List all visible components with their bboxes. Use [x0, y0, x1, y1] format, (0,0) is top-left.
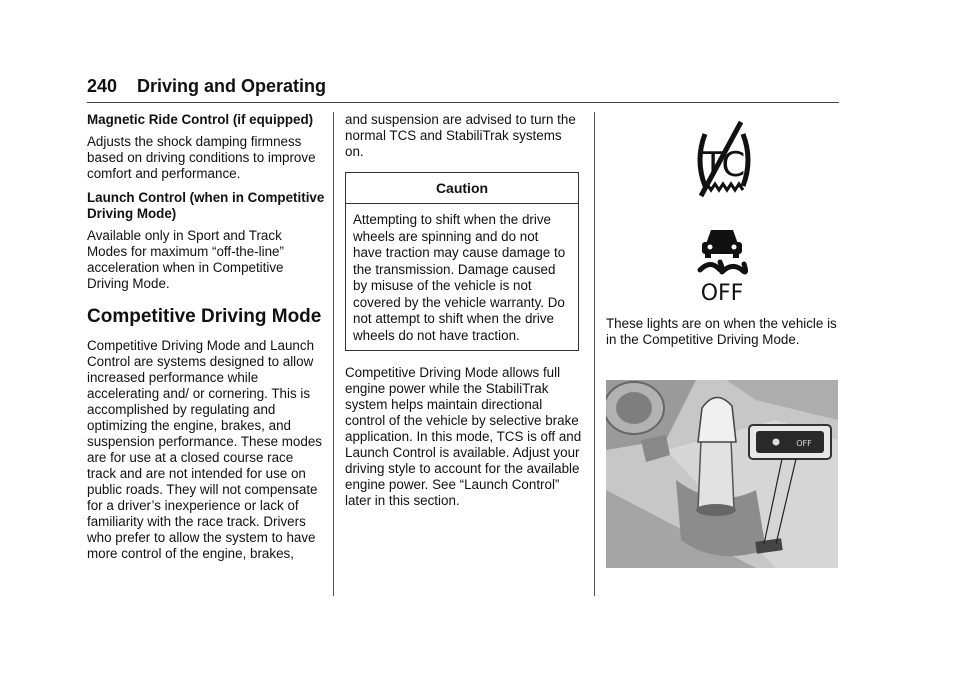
- column-divider-1: [333, 112, 334, 596]
- caution-text: Attempting to shift when the drive wheels are spinning and do not have traction may cause damage to the transmission. Damage caused by misuse of the vehicle is not covered by the vehicle warranty. Do not attempt to shift when the drive wheels do not have traction.: [353, 212, 566, 343]
- cdm-power-text: Competitive Driving Mode allows full engine power while the StabiliTrak system helps maintain directional control of the vehicle by selective brake application. In this mode, TCS is off and Launch Control is available. Adjust your driving style to account for the available engine power. See “Launch Control” later in this section.: [345, 365, 582, 508]
- continued-text: and suspension are advised to turn the normal TCS and StabiliTrak systems on.: [345, 112, 576, 159]
- page-number: 240: [87, 76, 118, 96]
- tc-icon-text: TC: [702, 145, 746, 185]
- mrc-heading: Magnetic Ride Control (if equipped): [87, 112, 314, 127]
- lights-text: These lights are on when the vehicle is in the Competitive Driving Mode.: [606, 316, 837, 347]
- cdm-text: Competitive Driving Mode and Launch Control are systems designed to allow increased performance while accelerating and/ or cornering. This is accomplished by regulating and optimizing the engine, brakes, and suspension performance. These modes are for use at a closed course race track and are not intended for use on public roads. They will not compensate for a driver’s inexperience or lack of familiarity with the race track. Drivers who prefer to allow the system to have more control of the engine, brakes,: [87, 338, 322, 561]
- mrc-text: Adjusts the shock damping firmness based on driving conditions to improve comfort and performance.: [87, 134, 316, 181]
- callout-off-label: OFF: [796, 439, 812, 448]
- lights-caption: [606, 316, 841, 356]
- launch-heading: Launch Control (when in Competitive Driving Mode): [87, 190, 325, 221]
- off-icon-text: OFF: [700, 281, 744, 302]
- stabilitrak-off-icon: [692, 222, 752, 302]
- shifter-console-illustration: [606, 380, 838, 568]
- traction-control-off-icon: [693, 120, 755, 198]
- section-title: Driving and Operating: [137, 76, 327, 96]
- launch-text: Available only in Sport and Track Modes for maximum “off-the-line” acceleration when in Competitive Driving Mode.: [87, 228, 284, 291]
- cdm-heading: Competitive Driving Mode: [87, 306, 322, 327]
- page-header: [87, 72, 839, 103]
- caution-title: Caution: [346, 173, 578, 204]
- column-1: [87, 112, 325, 570]
- column-divider-2: [594, 112, 595, 596]
- column-2: [345, 112, 583, 517]
- caution-box: [345, 172, 579, 351]
